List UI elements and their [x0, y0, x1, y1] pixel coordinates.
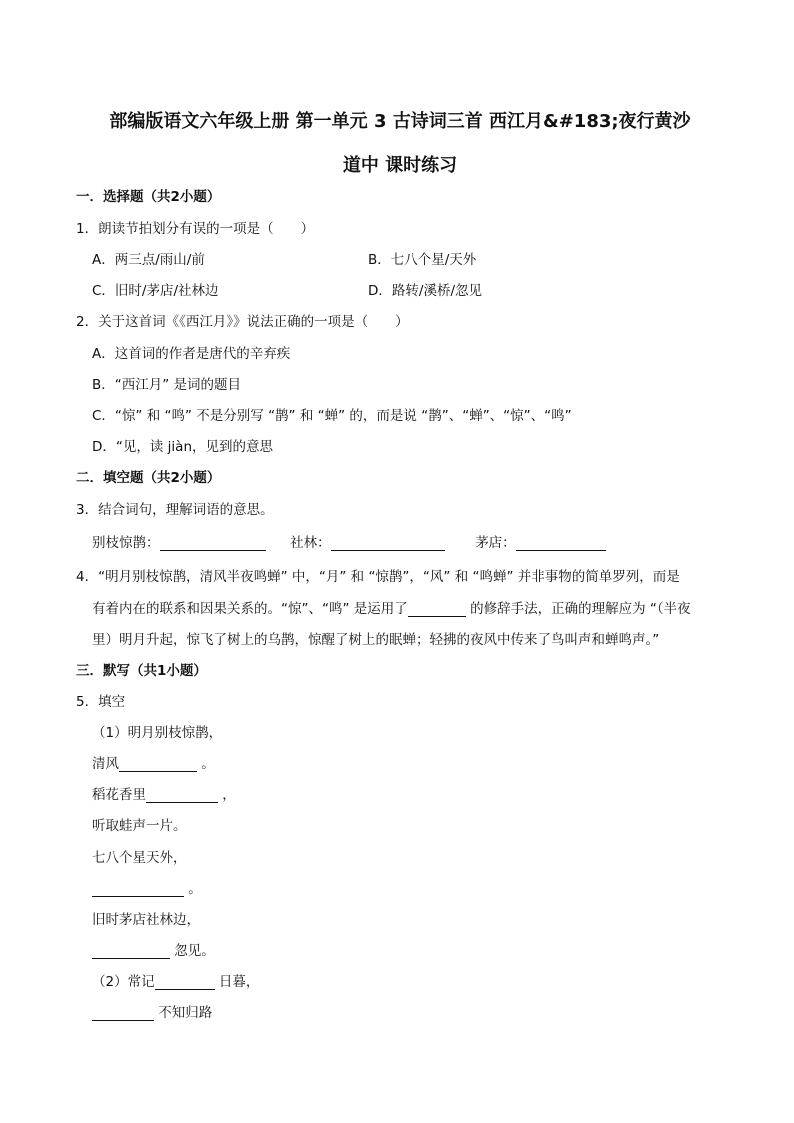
poem-line-6	[92, 877, 202, 897]
answer-blank[interactable]	[92, 882, 184, 897]
poem-text: 忽见。	[174, 943, 215, 959]
question-1-option-b: B．七八个星/天外	[368, 252, 477, 268]
question-4-text-a: 有着内在的联系和因果关系的。“惊”、“鸣” 是运用了	[92, 601, 408, 617]
poem-line-1: （1）明月别枝惊鹊，	[92, 725, 223, 741]
poem-line-10	[92, 1001, 212, 1021]
question-4-line-2	[92, 597, 691, 617]
poem-punctuation: 。	[188, 881, 202, 897]
title-line-2: 道中 课时练习	[342, 155, 458, 176]
title-line-1: 部编版语文六年级上册 第一单元 3 古诗词三首 西江月&#183;夜行黄沙	[109, 111, 691, 132]
question-3-label-1: 别枝惊鹊：	[92, 535, 160, 551]
poem-text: 清风	[92, 756, 119, 772]
question-2-stem: 2．关于这首词《《西江月》》说法正确的一项是（ ）	[76, 314, 409, 330]
answer-blank[interactable]	[92, 1006, 154, 1021]
answer-blank[interactable]	[516, 536, 606, 551]
answer-blank[interactable]	[408, 602, 466, 617]
answer-blank[interactable]	[146, 788, 218, 803]
answer-blank[interactable]	[92, 944, 170, 959]
section-heading-fill-in: 二．填空题（共2小题）	[76, 470, 221, 486]
question-5-stem: 5．填空	[76, 694, 126, 710]
poem-punctuation: 。	[201, 756, 215, 772]
question-3-stem: 3．结合词句，理解词语的意思。	[76, 502, 274, 518]
section-heading-dictation: 三．默写（共1小题）	[76, 663, 207, 679]
poem-line-4: 听取蛙声一片。	[92, 818, 187, 834]
poem-text: 稻花香里	[92, 787, 146, 803]
question-2-option-c: C．“惊” 和 “鸣” 不是分别写 “鹊” 和 “蝉” 的，而是说 “鹊”、“蝉”、“惊”、“鸣”	[92, 408, 572, 424]
question-4-text-b: 的修辞手法，正确的理解应为 “（半夜	[470, 601, 691, 617]
question-1-option-c: C．旧时/茅店/社林边	[92, 283, 219, 299]
question-2-option-a: A．这首词的作者是唐代的辛弃疾	[92, 346, 291, 362]
question-3-blanks-row	[92, 531, 606, 551]
question-1-option-a: A．两三点/雨山/前	[92, 252, 205, 268]
poem-text: 日暮，	[218, 974, 260, 990]
question-3-label-2: 社林：	[290, 535, 331, 551]
question-4-line-3: 里）明月升起，惊飞了树上的乌鹊，惊醒了树上的眠蝉；轻拂的夜风中传来了鸟叫声和蝉鸣声。”	[92, 632, 660, 648]
poem-text: （2）常记	[92, 974, 155, 990]
poem-line-9	[92, 970, 259, 990]
poem-line-8	[92, 939, 215, 959]
question-2-option-d: D．“见，读 jiàn，见到的意思	[92, 439, 274, 455]
answer-blank[interactable]	[119, 757, 197, 772]
section-heading-choice: 一．选择题（共2小题）	[76, 189, 221, 205]
answer-blank[interactable]	[160, 536, 266, 551]
question-1-option-d: D．路转/溪桥/忽见	[368, 283, 482, 299]
question-1-stem: 1．朗读节拍划分有误的一项是（ ）	[76, 221, 315, 237]
poem-line-5: 七八个星天外，	[92, 850, 187, 866]
question-2-option-b: B．“西江月” 是词的题目	[92, 377, 242, 393]
poem-line-2	[92, 752, 215, 772]
poem-line-3	[92, 783, 236, 803]
poem-punctuation: ，	[222, 787, 236, 803]
document-title	[70, 100, 730, 188]
answer-blank[interactable]	[155, 975, 215, 990]
poem-text: 不知归路	[158, 1005, 213, 1021]
answer-blank[interactable]	[331, 536, 445, 551]
poem-line-7: 旧时茅店社林边，	[92, 912, 200, 928]
question-4-line-1: 4．“明月别枝惊鹊，清风半夜鸣蝉” 中，“月” 和 “惊鹊”，“风” 和 “鸣蝉” 并非事物的简单罗列，而是	[76, 569, 680, 585]
question-3-label-3: 茅店：	[475, 535, 516, 551]
